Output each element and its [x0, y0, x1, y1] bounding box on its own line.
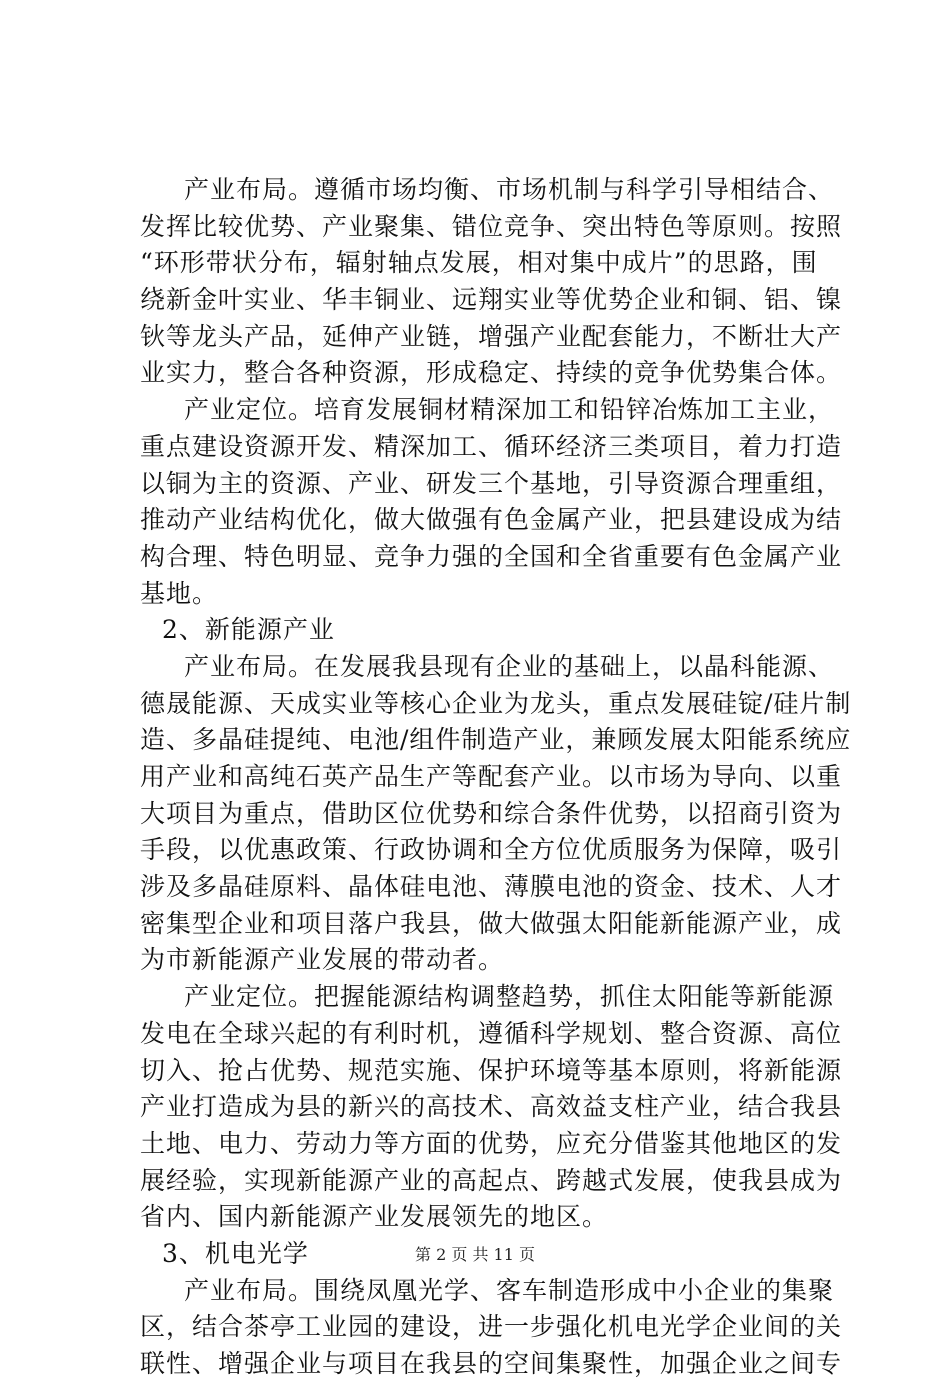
paragraph-line: 密集型企业和项目落户我县，做大做强太阳能新能源产业，成 — [140, 908, 843, 938]
paragraph-line: 钬等龙头产品，延伸产业链，增强产业配套能力，不断壮大产 — [140, 321, 843, 351]
paragraph-line: 构合理、特色明显、竞争力强的全国和全省重要有色金属产业 — [140, 541, 843, 571]
paragraph-line: 联性、增强企业与项目在我县的空间集聚性，加强企业之间专 — [140, 1349, 843, 1378]
paragraph-line: 涉及多晶硅原料、晶体硅电池、薄膜电池的资金、技术、人才 — [140, 872, 843, 902]
paragraph-line: 重点建设资源开发、精深加工、循环经济三类项目，着力打造 — [140, 431, 843, 461]
paragraph-line: 基地。 — [140, 578, 219, 608]
paragraph-line: 省内、国内新能源产业发展领先的地区。 — [140, 1202, 609, 1232]
paragraph-line: 业实力，整合各种资源，形成稳定、持续的竞争优势集合体。 — [140, 358, 843, 388]
paragraph-line: 大项目为重点，借助区位优势和综合条件优势，以招商引资为 — [140, 798, 843, 828]
paragraph-line: 切入、抢占优势、规范实施、保护环境等基本原则，将新能源 — [140, 1055, 843, 1085]
paragraph-line: 手段，以优惠政策、行政协调和全方位优质服务为保障，吸引 — [140, 835, 843, 865]
paragraph-line: 为市新能源产业发展的带动者。 — [140, 945, 505, 975]
paragraph-line: 产业打造成为县的新兴的高技术、高效益支柱产业，结合我县 — [140, 1092, 843, 1122]
document-body — [140, 172, 860, 1383]
paragraph-line: 推动产业结构优化，做大做强有色金属产业，把县建设成为结 — [140, 505, 843, 535]
paragraph-line: 产业布局。在发展我县现有企业的基础上，以晶科能源、 — [184, 651, 835, 681]
paragraph-line: 产业布局。遵循市场均衡、市场机制与科学引导相结合、 — [184, 175, 835, 204]
paragraph-line: 用产业和高纯石英产品生产等配套产业。以市场为导向、以重 — [140, 762, 843, 791]
paragraph-line: 土地、电力、劳动力等方面的优势，应充分借鉴其他地区的发 — [140, 1128, 843, 1158]
paragraph-line: 德晟能源、天成实业等核心企业为龙头，重点发展硅锭/硅片制 — [140, 688, 852, 718]
paragraph-line: 发电在全球兴起的有利时机，遵循科学规划、整合资源、高位 — [140, 1018, 843, 1048]
paragraph-line: 发挥比较优势、产业聚集、错位竞争、突出特色等原则。按照 — [140, 211, 843, 241]
section-heading: 3、机电光学 — [162, 1238, 309, 1268]
paragraph-line: 以铜为主的资源、产业、研发三个基地，引导资源合理重组， — [140, 468, 843, 498]
paragraph-line: 造、多晶硅提纯、电池/组件制造产业，兼顾发展太阳能系统应 — [140, 725, 852, 755]
paragraph-line: 绕新金叶实业、华丰铜业、远翔实业等优势企业和铜、铝、镍 — [140, 285, 843, 315]
paragraph-line: 产业定位。培育发展铜材精深加工和铅锌冶炼加工主业， — [184, 395, 835, 425]
page-number-footer: 第 2 页 共 11 页 — [415, 1245, 535, 1264]
paragraph-line: “环形带状分布，辐射轴点发展，相对集中成片”的思路，围 — [140, 248, 818, 278]
paragraph-line: 产业布局。围绕凤凰光学、客车制造形成中小企业的集聚 — [184, 1275, 835, 1305]
paragraph-line: 展经验，实现新能源产业的高起点、跨越式发展，使我县成为 — [140, 1165, 843, 1195]
paragraph-line: 区，结合茶亭工业园的建设，进一步强化机电光学企业间的关 — [140, 1312, 843, 1342]
paragraph-line: 产业定位。把握能源结构调整趋势，抓住太阳能等新能源 — [184, 982, 835, 1012]
section-heading: 2、新能源产业 — [162, 615, 335, 645]
